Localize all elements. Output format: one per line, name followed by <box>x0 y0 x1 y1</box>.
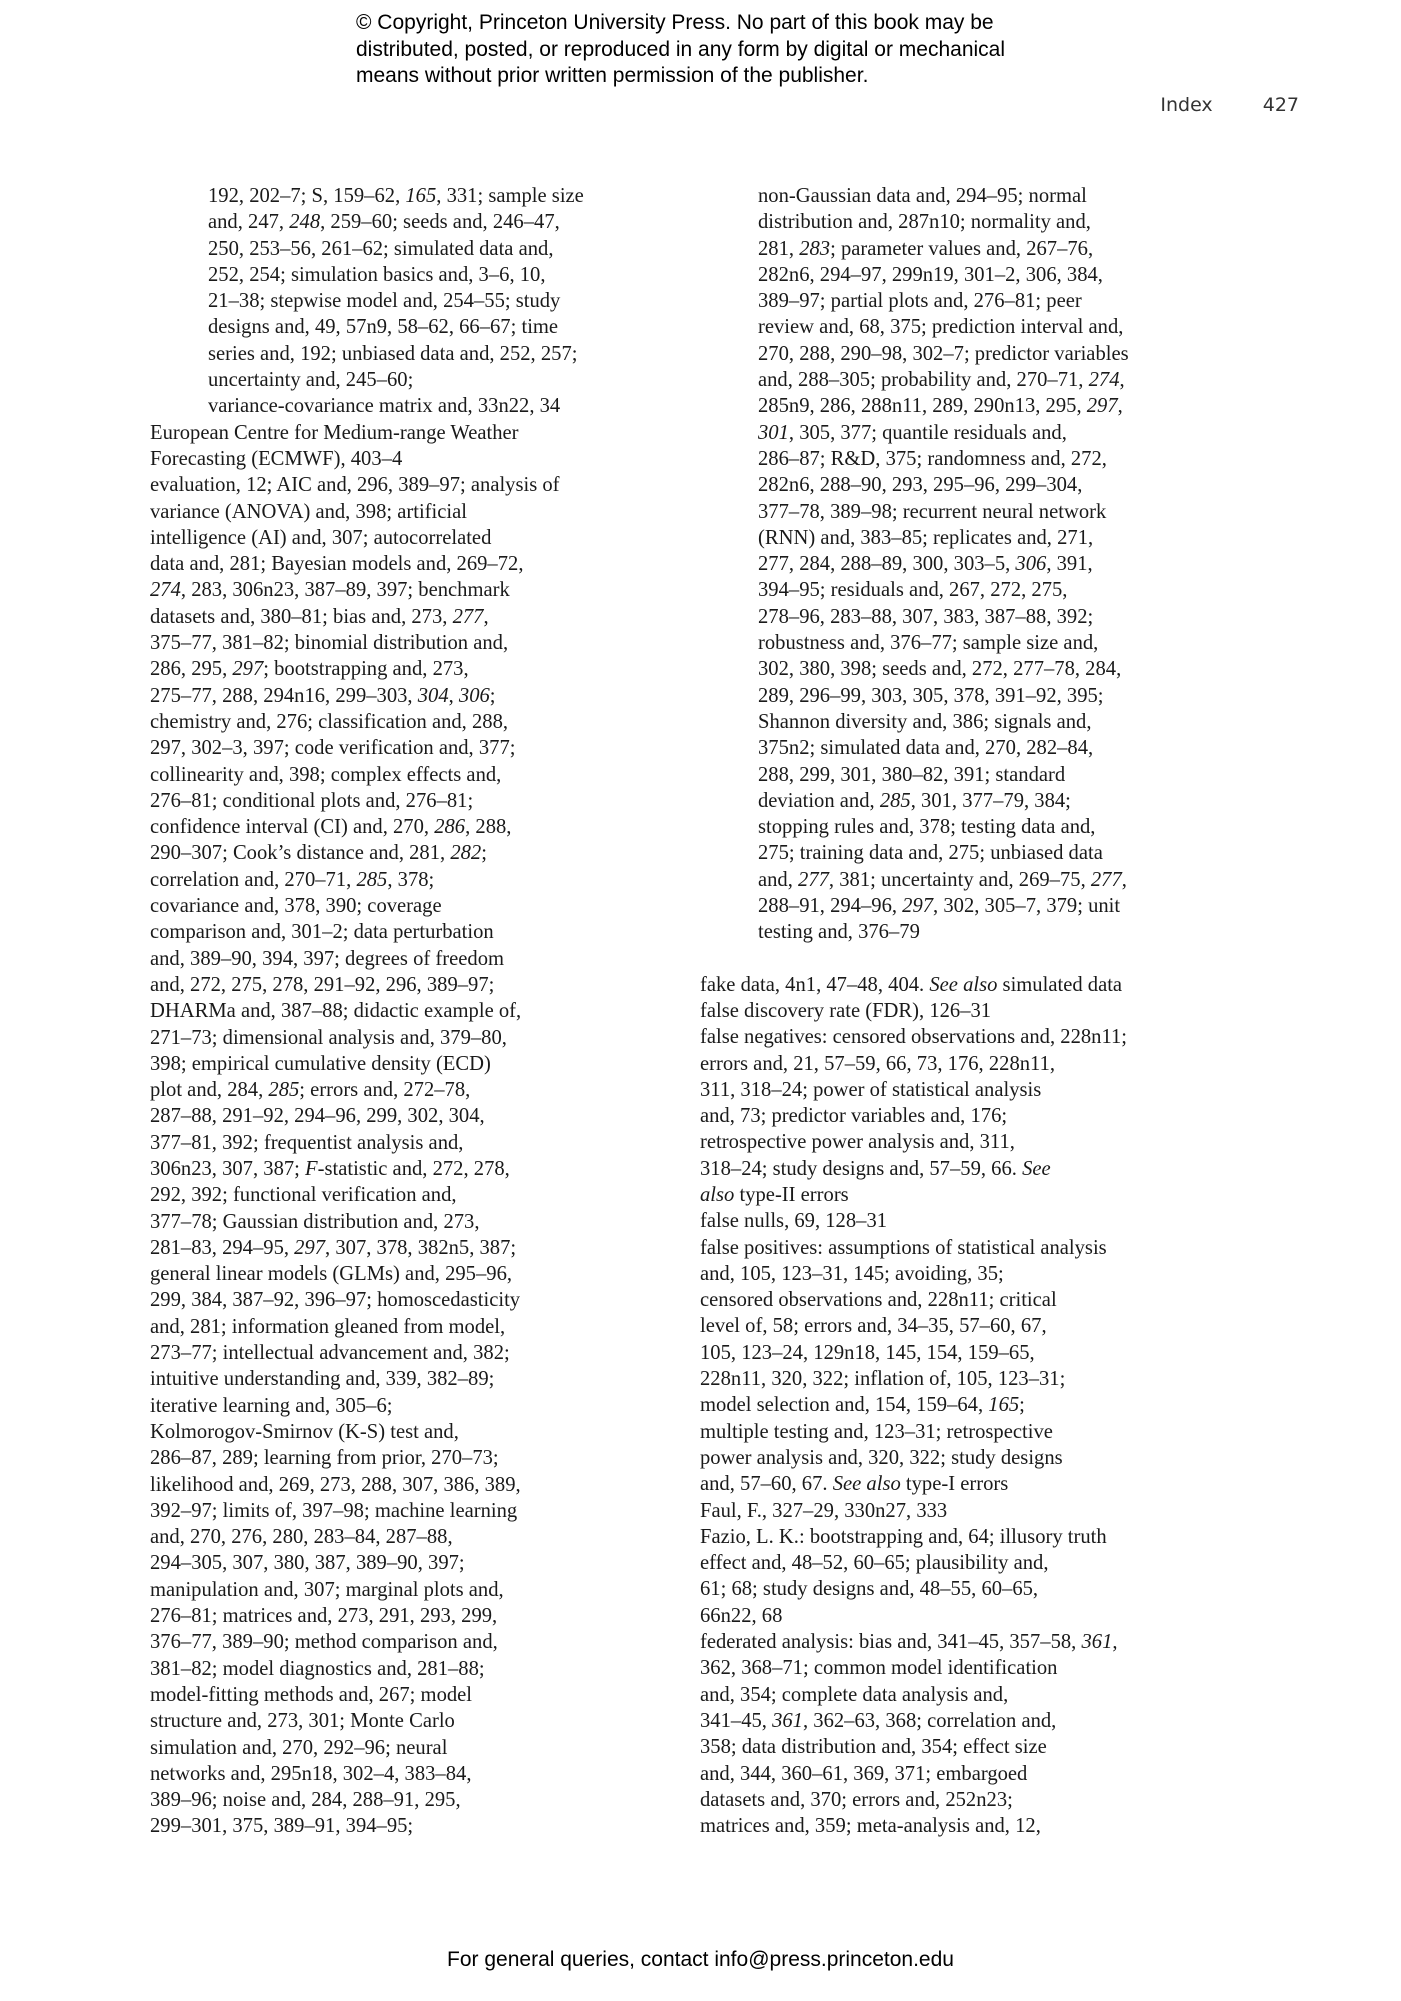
index-line: 105, 123–24, 129n18, 145, 154, 159–65, <box>700 1341 1035 1364</box>
index-line: and, 247, 248, 259–60; seeds and, 246–47, <box>208 211 560 234</box>
index-line: 286–87, 289; learning from prior, 270–73; <box>150 1447 499 1470</box>
index-line: 66n22, 68 <box>700 1604 783 1627</box>
index-line: 299–301, 375, 389–91, 394–95; <box>150 1815 414 1838</box>
index-line: correlation and, 270–71, 285, 378; <box>150 868 435 891</box>
index-line: uncertainty and, 245–60; <box>208 369 414 392</box>
index-line: datasets and, 370; errors and, 252n23; <box>700 1788 1013 1811</box>
index-line: 290–307; Cook’s distance and, 281, 282; <box>150 842 487 865</box>
index-line: 377–78; Gaussian distribution and, 273, <box>150 1210 480 1233</box>
index-line: evaluation, 12; AIC and, 296, 389–97; analysis of <box>150 474 560 497</box>
index-line: collinearity and, 398; complex effects and, <box>150 763 502 786</box>
index-entry <box>700 1235 1200 1498</box>
index-line: 192, 202–7; S, 159–62, 165, 331; sample size <box>208 185 584 207</box>
index-line: power analysis and, 320, 322; study designs <box>700 1446 1063 1469</box>
index-line: testing and, 376–79 <box>758 921 920 944</box>
index-line: 281–83, 294–95, 297, 307, 378, 382n5, 387; <box>150 1236 517 1259</box>
index-line: 282n6, 288–90, 293, 295–96, 299–304, <box>758 474 1083 497</box>
index-line: DHARMa and, 387–88; didactic example of, <box>150 1000 522 1023</box>
index-line: 362, 368–71; common model identification <box>700 1657 1058 1680</box>
index-entry <box>700 1498 1200 1524</box>
index-line: intelligence (AI) and, 307; autocorrelated <box>150 526 492 549</box>
index-entry <box>700 1024 1200 1208</box>
index-line: and, 354; complete data analysis and, <box>700 1683 1009 1706</box>
index-line: Kolmorogov-Smirnov (K-S) test and, <box>150 1420 459 1443</box>
index-entry <box>700 1629 1200 1839</box>
index-line: structure and, 273, 301; Monte Carlo <box>150 1710 455 1733</box>
index-line: data and, 281; Bayesian models and, 269–72, <box>150 553 524 576</box>
index-line: simulation and, 270, 292–96; neural <box>150 1736 448 1759</box>
index-line: robustness and, 376–77; sample size and, <box>758 632 1099 655</box>
index-line: 341–45, 361, 362–63, 368; correlation and, <box>700 1709 1057 1732</box>
index-line: and, 73; predictor variables and, 176; <box>700 1105 1008 1128</box>
index-line: variance-covariance matrix and, 33n22, 34 <box>208 395 561 418</box>
index-line: 389–97; partial plots and, 276–81; peer <box>758 290 1082 313</box>
index-line: 302, 380, 398; seeds and, 272, 277–78, 284, <box>758 658 1122 681</box>
index-line: Fazio, L. K.: bootstrapping and, 64; illusory truth <box>700 1525 1107 1548</box>
index-line: confidence interval (CI) and, 270, 286, 288, <box>150 816 512 839</box>
index-line: Faul, F., 327–29, 330n27, 333 <box>700 1499 948 1522</box>
index-line: federated analysis: bias and, 341–45, 357–58, 361, <box>700 1631 1118 1654</box>
index-line: 271–73; dimensional analysis and, 379–80, <box>150 1026 507 1049</box>
index-entry-continuation <box>700 183 1200 946</box>
index-line: multiple testing and, 123–31; retrospective <box>700 1420 1053 1443</box>
index-line: 289, 296–99, 303, 305, 378, 391–92, 395; <box>758 684 1104 707</box>
index-line: 318–24; study designs and, 57–59, 66. See <box>700 1157 1051 1180</box>
index-line: 301, 305, 377; quantile residuals and, <box>758 421 1067 444</box>
index-line: 228n11, 320, 322; inflation of, 105, 123–31; <box>700 1368 1066 1391</box>
index-line: 377–81, 392; frequentist analysis and, <box>150 1131 464 1154</box>
index-line: and, 105, 123–31, 145; avoiding, 35; <box>700 1262 1004 1285</box>
index-line: and, 389–90, 394, 397; degrees of freedom <box>150 947 505 970</box>
index-line: 252, 254; simulation basics and, 3–6, 10, <box>208 263 546 286</box>
copyright-line: distributed, posted, or reproduced in any form by digital or mechanical <box>356 37 1006 61</box>
page-number: 427 <box>1262 94 1299 116</box>
index-line: 376–77, 389–90; method comparison and, <box>150 1631 498 1654</box>
index-line: intuitive understanding and, 339, 382–89; <box>150 1368 495 1391</box>
index-line: false positives: assumptions of statistical analysis <box>700 1236 1107 1259</box>
index-line: Forecasting (ECMWF), 403–4 <box>150 447 403 470</box>
index-line: 270, 288, 290–98, 302–7; predictor variables <box>758 342 1129 365</box>
index-line: 286–87; R&D, 375; randomness and, 272, <box>758 447 1107 470</box>
index-line: 61; 68; study designs and, 48–55, 60–65, <box>700 1578 1039 1601</box>
index-line: and, 281; information gleaned from model, <box>150 1315 506 1338</box>
index-line: 275–77, 288, 294n16, 299–303, 304, 306; <box>150 684 496 707</box>
index-line: stopping rules and, 378; testing data and, <box>758 816 1096 839</box>
index-line: non-Gaussian data and, 294–95; normal <box>758 185 1087 207</box>
index-entry <box>700 1208 1200 1234</box>
index-line: likelihood and, 269, 273, 288, 307, 386, 389, <box>150 1473 521 1496</box>
index-column-left <box>150 183 650 1840</box>
index-line: model-fitting methods and, 267; model <box>150 1683 473 1706</box>
index-line: 288, 299, 301, 380–82, 391; standard <box>758 763 1066 786</box>
index-line: variance (ANOVA) and, 398; artificial <box>150 500 467 523</box>
index-line: 392–97; limits of, 397–98; machine learning <box>150 1499 518 1522</box>
index-line: 285n9, 286, 288n11, 289, 290n13, 295, 297, <box>758 395 1123 418</box>
index-line: false nulls, 69, 128–31 <box>700 1210 888 1233</box>
copyright-notice <box>356 10 1116 90</box>
index-line: comparison and, 301–2; data perturbation <box>150 921 494 944</box>
index-line: 273–77; intellectual advancement and, 382; <box>150 1342 510 1365</box>
index-line: 281, 283; parameter values and, 267–76, <box>758 237 1094 260</box>
index-line: fake data, 4n1, 47–48, 404. See also simulated data <box>700 973 1123 996</box>
index-line: 394–95; residuals and, 267, 272, 275, <box>758 579 1068 602</box>
index-line: 286, 295, 297; bootstrapping and, 273, <box>150 658 469 681</box>
index-line: 389–96; noise and, 284, 288–91, 295, <box>150 1789 461 1812</box>
index-line: covariance and, 378, 390; coverage <box>150 895 442 918</box>
entry-spacer <box>700 946 1200 972</box>
running-head-section: Index <box>1160 94 1213 116</box>
index-line: and, 344, 360–61, 369, 371; embargoed <box>700 1762 1028 1785</box>
index-line: model selection and, 154, 159–64, 165; <box>700 1394 1025 1417</box>
index-line: 288–91, 294–96, 297, 302, 305–7, 379; unit <box>758 895 1121 918</box>
index-line: (RNN) and, 383–85; replicates and, 271, <box>758 526 1094 549</box>
index-line: iterative learning and, 305–6; <box>150 1394 393 1417</box>
running-head <box>1160 94 1299 116</box>
index-line: designs and, 49, 57n9, 58–62, 66–67; time <box>208 316 559 339</box>
index-line: 276–81; matrices and, 273, 291, 293, 299, <box>150 1605 498 1628</box>
index-line: false negatives: censored observations and, 228n11; <box>700 1026 1128 1049</box>
index-line: 277, 284, 288–89, 300, 303–5, 306, 391, <box>758 553 1093 576</box>
index-entry <box>700 972 1200 998</box>
index-line: manipulation and, 307; marginal plots and, <box>150 1578 504 1601</box>
index-line: 292, 392; functional verification and, <box>150 1184 457 1207</box>
index-line: networks and, 295n18, 302–4, 383–84, <box>150 1762 472 1785</box>
index-line: and, 288–305; probability and, 270–71, 274, <box>758 369 1125 392</box>
copyright-line: © Copyright, Princeton University Press. No part of this book may be <box>356 11 994 34</box>
index-line: effect and, 48–52, 60–65; plausibility and, <box>700 1552 1049 1575</box>
index-line: 358; data distribution and, 354; effect size <box>700 1736 1047 1759</box>
index-line: deviation and, 285, 301, 377–79, 384; <box>758 789 1071 812</box>
index-line: false discovery rate (FDR), 126–31 <box>700 999 992 1022</box>
index-line: matrices and, 359; meta-analysis and, 12, <box>700 1815 1041 1838</box>
index-line: and, 57–60, 67. See also type-I errors <box>700 1473 1009 1496</box>
index-line: level of, 58; errors and, 34–35, 57–60, 67, <box>700 1315 1047 1338</box>
index-line: 250, 253–56, 261–62; simulated data and, <box>208 237 554 260</box>
index-entry <box>700 998 1200 1024</box>
index-line: distribution and, 287n10; normality and, <box>758 211 1091 234</box>
index-line: review and, 68, 375; prediction interval and, <box>758 316 1124 339</box>
index-line: 398; empirical cumulative density (ECD) <box>150 1052 491 1075</box>
index-line: also type-II errors <box>700 1183 849 1206</box>
index-line: 297, 302–3, 397; code verification and, 377; <box>150 737 516 760</box>
index-line: series and, 192; unbiased data and, 252, 257; <box>208 342 578 365</box>
index-column-right <box>700 183 1200 1839</box>
copyright-line: means without prior written permission of the publisher. <box>356 64 869 87</box>
index-line: and, 277, 381; uncertainty and, 269–75, 277, <box>758 868 1127 891</box>
index-line: 375–77, 381–82; binomial distribution and, <box>150 632 509 655</box>
index-line: 311, 318–24; power of statistical analysis <box>700 1078 1042 1101</box>
index-line: 282n6, 294–97, 299n19, 301–2, 306, 384, <box>758 263 1103 286</box>
index-line: 274, 283, 306n23, 387–89, 397; benchmark <box>150 579 510 602</box>
footer-contact: For general queries, contact info@press.princeton.edu <box>447 1948 954 1971</box>
index-line: 275; training data and, 275; unbiased data <box>758 842 1103 865</box>
index-line: 306n23, 307, 387; F-statistic and, 272, 278, <box>150 1157 510 1180</box>
index-entry <box>150 420 650 473</box>
index-line: 299, 384, 387–92, 396–97; homoscedasticity <box>150 1289 521 1312</box>
index-line: and, 270, 276, 280, 283–84, 287–88, <box>150 1526 453 1549</box>
index-line: errors and, 21, 57–59, 66, 73, 176, 228n11, <box>700 1052 1056 1075</box>
index-line: 375n2; simulated data and, 270, 282–84, <box>758 737 1094 760</box>
index-line: 381–82; model diagnostics and, 281–88; <box>150 1657 485 1680</box>
index-line: 294–305, 307, 380, 387, 389–90, 397; <box>150 1552 465 1575</box>
index-line: chemistry and, 276; classification and, 288, <box>150 710 509 733</box>
index-entry <box>700 1524 1200 1629</box>
index-line: 287–88, 291–92, 294–96, 299, 302, 304, <box>150 1105 485 1128</box>
index-line: retrospective power analysis and, 311, <box>700 1131 1015 1154</box>
index-line: plot and, 284, 285; errors and, 272–78, <box>150 1079 471 1102</box>
index-line: censored observations and, 228n11; critical <box>700 1289 1057 1312</box>
index-entry-continuation <box>150 183 650 420</box>
index-entry <box>150 472 650 1839</box>
index-line: 276–81; conditional plots and, 276–81; <box>150 789 474 812</box>
index-line: Shannon diversity and, 386; signals and, <box>758 710 1092 733</box>
index-line: 278–96, 283–88, 307, 383, 387–88, 392; <box>758 605 1094 628</box>
index-line: 377–78, 389–98; recurrent neural network <box>758 500 1107 523</box>
index-line: and, 272, 275, 278, 291–92, 296, 389–97; <box>150 973 495 996</box>
index-line: datasets and, 380–81; bias and, 273, 277, <box>150 605 489 628</box>
index-line: 21–38; stepwise model and, 254–55; study <box>208 290 561 313</box>
index-line: general linear models (GLMs) and, 295–96, <box>150 1263 513 1286</box>
index-line: European Centre for Medium-range Weather <box>150 421 519 444</box>
